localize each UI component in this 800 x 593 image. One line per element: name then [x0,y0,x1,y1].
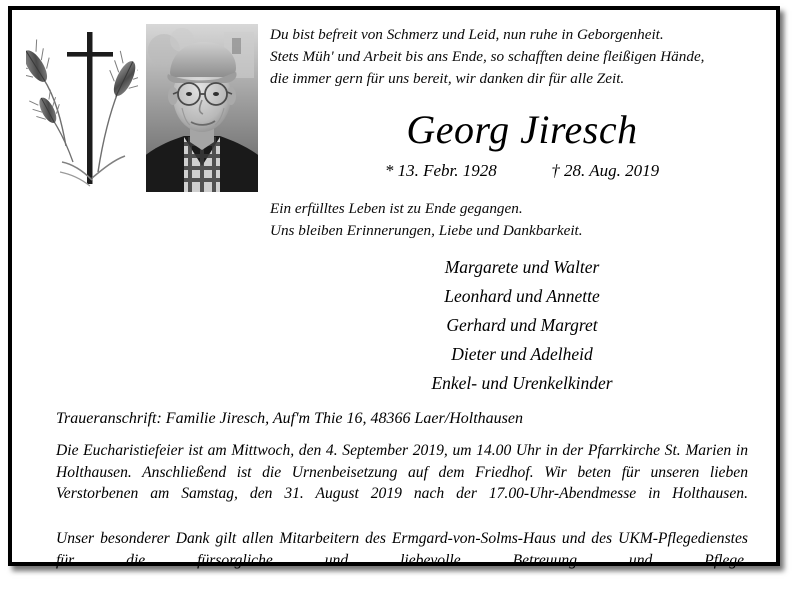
card-inner [12,10,776,569]
verse-line: die immer gern für uns bereit, wir danken dir für alle Zeit. [270,70,625,87]
verse-line: Du bist befreit von Schmerz und Leid, nun ruhe in Geborgenheit. [270,26,664,43]
birth-symbol: * [384,161,394,180]
death-date: 28. Aug. 2019 [564,161,660,180]
death-symbol: † [551,161,560,180]
memorial-line: Uns bleiben Erinnerungen, Liebe und Dankbarkeit. [270,222,583,239]
verse-block [270,24,774,90]
cross-and-wheat-icon [26,20,138,192]
verse-line: Stets Müh' und Arbeit bis ans Ende, so schafften deine fleißigen Hände, [270,48,705,65]
survivor-line: Gerhard und Margret [446,315,598,335]
memorial-line: Ein erfülltes Leben ist zu Ende gegangen. [270,200,523,217]
memorial-lines [270,198,774,242]
service-details: Die Eucharistiefeier ist am Mittwoch, den 4. September 2019, um 14.00 Uhr in der Pfarrkirche St. Marien in Holthausen. Anschließend ist die Urnenbeisetzung auf dem Friedhof. Wir beten für unseren lieben Verstorbenen am Samstag, den 31. August 2019 nach der 17.00-Uhr-Abendmesse in Holthausen. [56,442,748,502]
survivors-list [270,253,774,398]
life-dates [270,160,774,182]
survivor-line: Leonhard und Annette [444,286,600,306]
mourning-address: Traueranschrift: Familie Jiresch, Auf'm Thie 16, 48366 Laer/Holthausen [56,410,523,427]
survivor-line: Margarete und Walter [444,257,600,277]
birth-date: 13. Febr. 1928 [397,161,497,180]
survivor-line: Enkel- und Urenkelkinder [431,373,613,393]
obituary-card [8,6,780,569]
survivor-line: Dieter und Adelheid [451,344,593,364]
portrait-photo [146,24,258,192]
gratitude-note: Unser besonderer Dank gilt allen Mitarbeitern des Ermgard-von-Solms-Haus und des UKM-Pflegedienstes für die fürsorgliche und liebevolle Betreuung und Pflege. [56,530,748,569]
deceased-name: Georg Jiresch [406,107,638,152]
